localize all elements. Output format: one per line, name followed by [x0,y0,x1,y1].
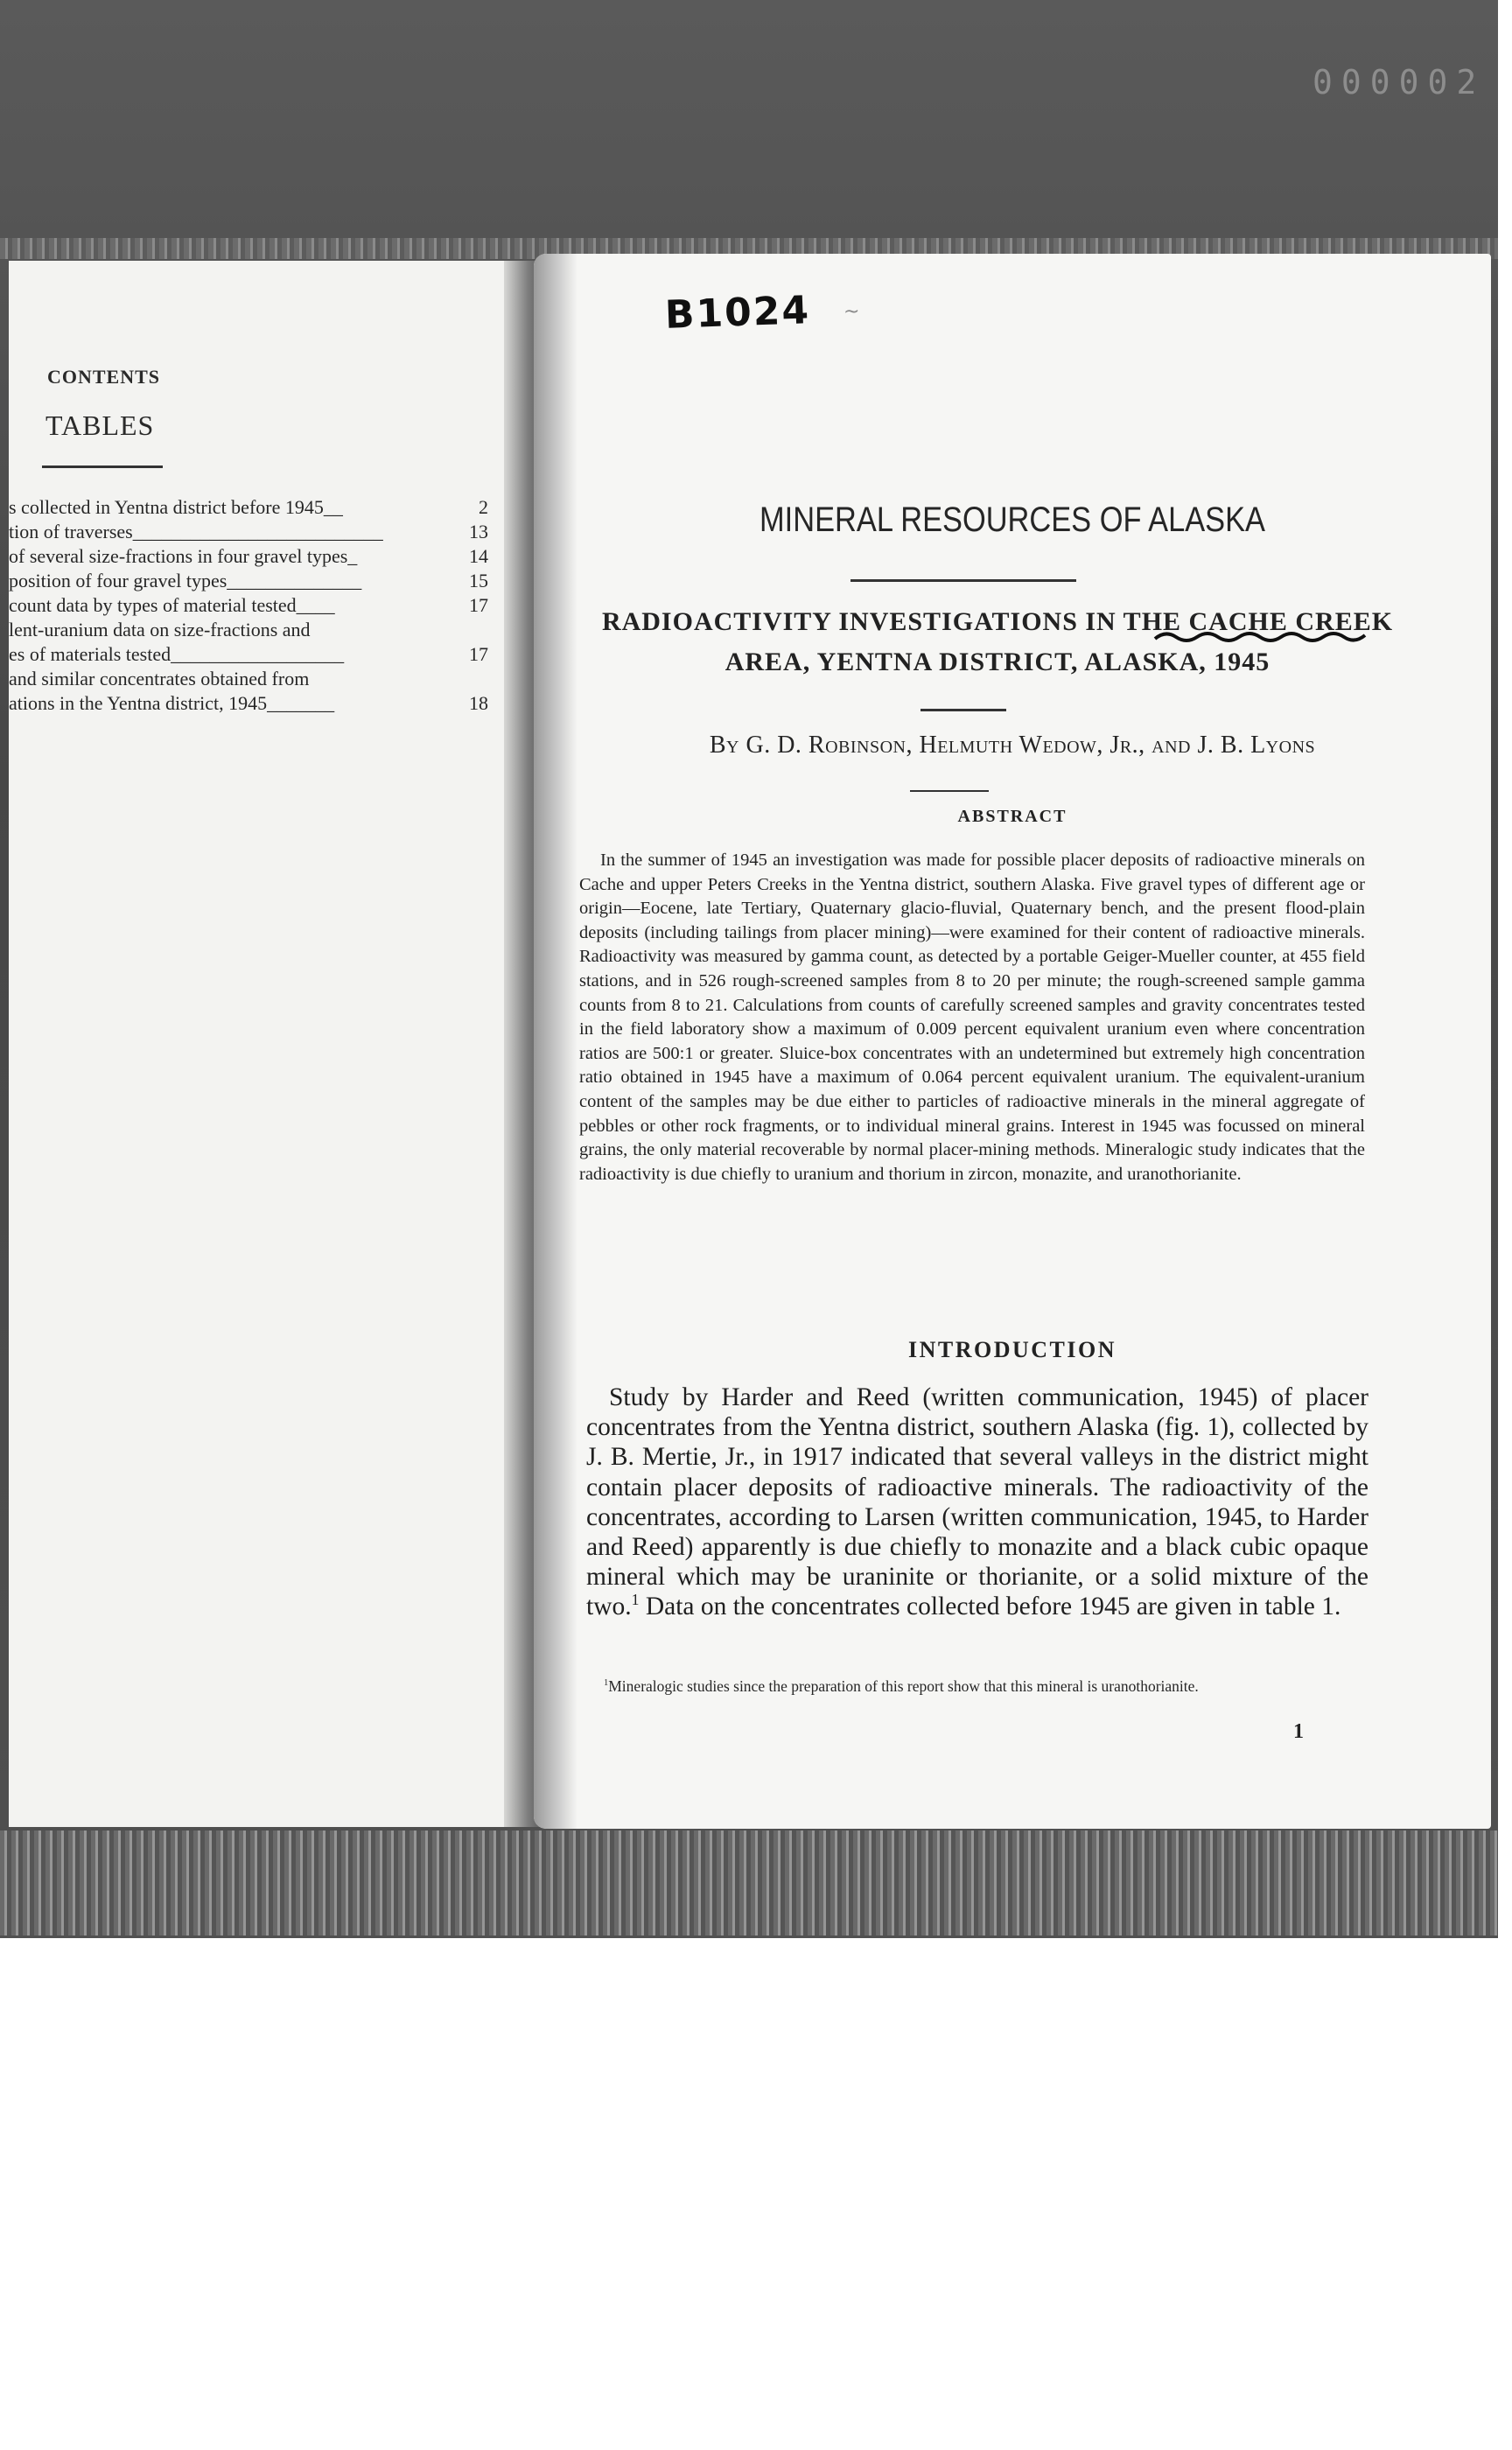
toc-entry-title: es of materials tested [9,643,172,665]
toc-entry-page: 15 [469,570,488,592]
tables-heading: TABLES [46,410,155,441]
toc-entry-leader: __ [323,496,343,518]
toc-entry-title: position of four gravel types [9,570,228,592]
toc-entry [9,690,499,715]
toc-entry-leader: ____ [296,594,335,616]
toc-entry-leader: __________________ [171,643,345,665]
toc-entry-page: 17 [469,594,488,616]
toc-entry [9,494,499,519]
toc-entry-title: tion of traverses [9,521,133,542]
toc-entry-leader: _ [347,545,358,567]
toc-entry-title: s collected in Yentna district before 1945 [9,496,324,518]
authors-line: By G. D. Robinson, Helmuth Wedow, Jr., and J. B. Lyons [709,732,1316,759]
toc-entry-page: 14 [469,545,488,567]
toc-entry [9,519,499,543]
introduction-text [586,1382,1368,1622]
toc-entry-title: of several size-fractions in four gravel types [9,545,348,567]
abstract-text: In the summer of 1945 an investigation was made for possible placer deposits of radioactive minerals on Cache and upper Peters Creeks in the Yentna district, southern Alaska. Five gravel types of different age or origin—Eocene, late Tertiary, Quaternary glacio-fluvial, Quaternary bench, and the present flood-plain deposits (including tailings from placer mining)—were examined for their content of radioactive minerals. Radioactivity was measured by gamma count, as detected by a portable Geiger-Mueller counter, at 455 field stations, and in 526 rough-screened samples from 8 to 20 per minute; the rough-screened sample gamma counts from 8 to 21. Calculations from counts of carefully screened samples and gravity concentrates tested in the field laboratory show a maximum of 0.009 percent equivalent uranium even where concentration ratios are 500:1 or greater. Sluice-box concentrates with an undetermined but extremely high concentration ratio obtained in 1945 have a maximum of 0.064 percent equivalent uranium. The equivalent-uranium content of the samples may be due either to particles of radioactive minerals in the mineral aggregate of pebbles or other rock fragments, or to individual mineral grains. Interest in 1945 was focussed on mineral grains, the only material recoverable by normal placer-mining methods. Mineralogic study indicates that the radioactivity is due chiefly to uranium and thorium in zircon, monazite, and uranothorianite. [579,850,1365,1184]
toc-entry-page: 18 [469,692,488,714]
table-of-contents [9,494,499,715]
introduction-heading: INTRODUCTION [907,1337,1117,1362]
series-title: MINERAL RESOURCES OF ALASKA [760,500,1265,539]
title-rule-short [920,709,1006,711]
contents-heading: CONTENTS [47,366,161,388]
toc-entry [9,568,499,592]
footnote [586,1676,1368,1696]
authors-rule [910,790,989,792]
toc-entry-leader: ______________ [227,570,362,592]
title-rule [850,579,1076,582]
toc-entry-title: lent-uranium data on size-fractions and [9,619,311,640]
toc-entry-page: 2 [479,496,488,518]
handwritten-catalog-mark: B1024 [664,288,811,338]
toc-entry [9,543,499,568]
report-title-line-2: AREA, YENTNA DISTRICT, ALASKA, 1945 [724,648,1270,676]
abstract-heading: ABSTRACT [957,807,1068,826]
toc-entry [9,641,499,666]
toc-entry-title: count data by types of material tested [9,594,297,616]
footnote-marker: 1 [604,1678,609,1689]
toc-entry [9,666,499,690]
toc-entry [9,617,499,641]
tables-rule [42,466,163,468]
footnote-text: Mineralogic studies since the preparation of this report show that this mineral is uranothorianite. [608,1677,1199,1695]
toc-entry [9,592,499,617]
introduction-paragraph-end: Data on the concentrates collected before 1945 are given in table 1. [639,1592,1341,1621]
page-number: 1 [1293,1720,1304,1743]
toc-entry-page: 13 [469,521,488,542]
toc-entry-leader: _______ [267,692,335,714]
toc-entry-leader: __________________________ [132,521,383,542]
report-title-line-1: RADIOACTIVITY INVESTIGATIONS IN THE CACHE CREEK [601,607,1394,636]
toc-entry-title: ations in the Yentna district, 1945 [9,692,268,714]
footnote-reference: 1 [631,1591,640,1609]
pencil-scribble-icon: ~ [844,301,860,323]
frame-number: 000002 [1312,63,1486,102]
handwritten-underline-icon [1153,628,1367,646]
toc-entry-title: and similar concentrates obtained from [9,668,310,690]
film-edge-bottom [0,1830,1498,1936]
footnote-rule [592,1671,1382,1672]
toc-entry-page: 17 [469,643,488,665]
spine-shadow [534,254,578,1829]
introduction-paragraph: Study by Harder and Reed (written communication, 1945) of placer concentrates from the Yentna district, southern Alaska (fig. 1), collected by J. B. Mertie, Jr., in 1917 indicated that several valleys in the district might contain placer deposits of radioactive minerals. The radioactivity of the concentrates, according to Larsen (written communication, 1945, to Harder and Reed) apparently is due chiefly to monazite and a black cubic opaque mineral which may be uraninite or thorianite, or a solid mixture of the two. [586,1383,1368,1621]
